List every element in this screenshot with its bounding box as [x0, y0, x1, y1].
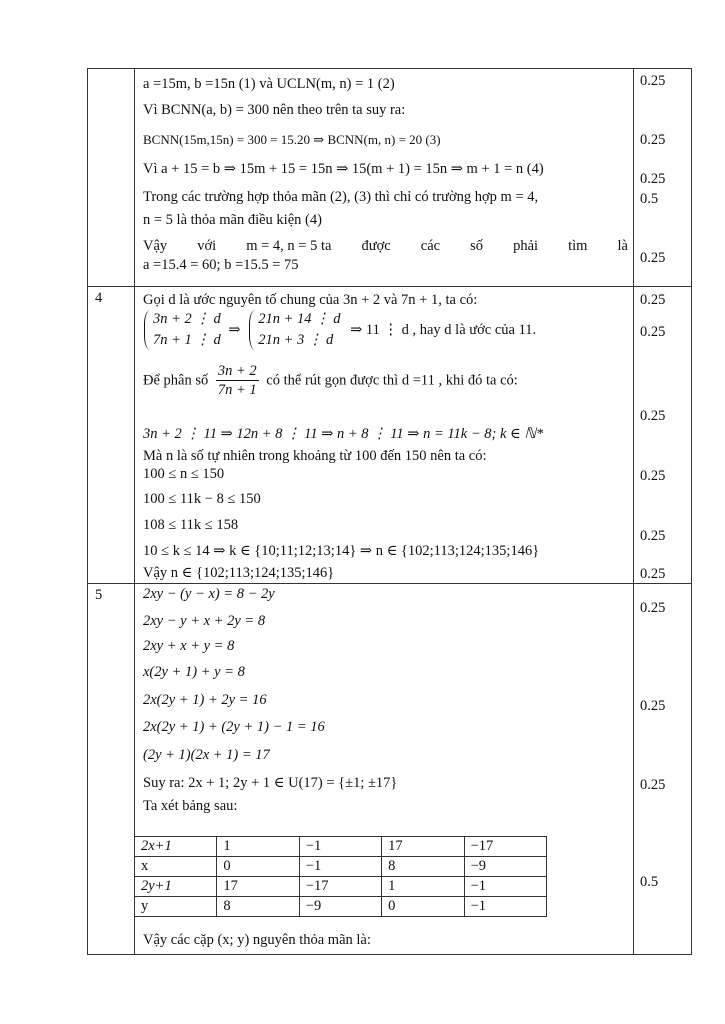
question-number: 4 — [88, 287, 135, 584]
solution-line: Vậy các cặp (x; y) nguyên thỏa mãn là: — [143, 932, 371, 948]
solution-line: Vì BCNN(a, b) = 300 nên theo trên ta suy ra: — [143, 102, 406, 118]
word: phải — [513, 238, 539, 254]
solution-line: 10 ≤ k ≤ 14 ⇒ k ∈ {10;11;12;13;14} ⇒ n ∈ {102;113;124;135;146} — [143, 543, 540, 559]
score: 0.25 — [640, 73, 666, 89]
system-line: 3n + 2 ⋮ d 7n + 1 ⋮ d ⇒ 21n + 14 ⋮ d 21n + 3 ⋮ d ⇒ 11 ⋮ d , hay d là ước của 11. — [143, 309, 536, 351]
table-row — [135, 837, 547, 857]
solution-line: 2x(2y + 1) + (2y + 1) − 1 = 16 — [143, 719, 325, 735]
solution-line: 2xy + x + y = 8 — [143, 638, 235, 654]
score: 0.25 — [640, 171, 666, 187]
word: là — [617, 238, 628, 254]
solution-line: 100 ≤ 11k − 8 ≤ 150 — [143, 491, 261, 507]
solution-line: n = 5 là thỏa mãn điều kiện (4) — [143, 212, 322, 228]
word: tìm — [568, 238, 588, 254]
table-cell: −1 — [299, 837, 381, 857]
solution-line: (2y + 1)(2x + 1) = 17 — [143, 747, 270, 763]
table-cell: 0 — [382, 897, 464, 917]
score: 0.25 — [640, 528, 666, 544]
solution-line: Vì a + 15 = b ⇒ 15m + 15 = 15n ⇒ 15(m + 1) = 15n ⇒ m + 1 = n (4) — [143, 161, 544, 177]
fraction-line: Để phân số $\frac{3n + 2}{7n + 1}$ có thể rút gọn được thì d =11 , khi đó ta có: — [143, 363, 518, 398]
table-cell: 2x+1 — [135, 837, 217, 857]
solution-line: Suy ra: 2x + 1; 2y + 1 ∈ U(17) = {±1; ±17} — [143, 775, 398, 791]
score-cell — [634, 287, 692, 584]
question-number — [88, 69, 135, 287]
score: 0.25 — [640, 600, 666, 616]
question-number: 5 — [88, 584, 135, 955]
table-row — [135, 857, 547, 877]
score: 0.25 — [640, 292, 666, 308]
score: 0.5 — [640, 874, 659, 890]
table-cell: 1 — [382, 877, 464, 897]
solution-line: Mà n là số tự nhiên trong khoảng từ 100 đến 150 nên ta có: — [143, 448, 487, 464]
table-cell: x — [135, 857, 217, 877]
solution-line: 100 ≤ n ≤ 150 — [143, 466, 225, 482]
table-cell: 17 — [217, 877, 299, 897]
solution-cell — [135, 287, 634, 584]
table-row — [88, 287, 692, 584]
table-row — [135, 897, 547, 917]
solution-line: Vậy n ∈ {102;113;124;135;146} — [143, 565, 335, 581]
word: m = 4, n = 5 ta — [246, 238, 332, 254]
system-left: 3n + 2 ⋮ d 7n + 1 ⋮ d — [143, 309, 221, 351]
score: 0.25 — [640, 777, 666, 793]
table-cell: −1 — [464, 897, 546, 917]
word: số — [470, 238, 484, 254]
solution-line: 2x(2y + 1) + 2y = 16 — [143, 692, 267, 708]
system-right: 21n + 14 ⋮ d 21n + 3 ⋮ d — [248, 309, 340, 351]
table-cell: 8 — [217, 897, 299, 917]
score: 0.25 — [640, 468, 666, 484]
table-cell: −17 — [299, 877, 381, 897]
table-cell: 8 — [382, 857, 464, 877]
table-cell: −9 — [299, 897, 381, 917]
solution-line: 108 ≤ 11k ≤ 158 — [143, 517, 239, 533]
table-row — [135, 877, 547, 897]
solution-cell — [135, 69, 634, 287]
solution-line: Trong các trường hợp thỏa mãn (2), (3) thì chỉ có trường hợp m = 4, — [143, 189, 539, 205]
table-cell: −1 — [464, 877, 546, 897]
value-table — [134, 836, 547, 917]
grading-table — [87, 68, 692, 955]
score: 0.25 — [640, 250, 666, 266]
justified-line — [143, 237, 628, 255]
table-cell: 0 — [217, 857, 299, 877]
score-cell — [634, 584, 692, 955]
solution-line: a =15m, b =15n (1) và UCLN(m, n) = 1 (2) — [143, 76, 395, 92]
solution-line: Ta xét bảng sau: — [143, 798, 238, 814]
table-cell: −9 — [464, 857, 546, 877]
table-cell: −17 — [464, 837, 546, 857]
word: các — [420, 238, 441, 254]
solution-line: a =15.4 = 60; b =15.5 = 75 — [143, 257, 299, 273]
solution-line: 2xy − y + x + 2y = 8 — [143, 613, 266, 629]
score: 0.25 — [640, 408, 666, 424]
table-cell: 1 — [217, 837, 299, 857]
solution-line: 2xy − (y − x) = 8 − 2y — [143, 586, 275, 602]
solution-line: x(2y + 1) + y = 8 — [143, 664, 245, 680]
solution-line: Gọi d là ước nguyên tố chung của 3n + 2 và 7n + 1, ta có: — [143, 292, 478, 308]
fraction: $\frac{3n + 2}{7n + 1}$ — [217, 363, 257, 398]
table-cell: −1 — [299, 857, 381, 877]
word: Vậy — [143, 238, 168, 254]
table-cell: y — [135, 897, 217, 917]
solution-line: BCNN(15m,15n) = 300 = 15.20 ⇒ BCNN(m, n) = 20 (3) — [143, 132, 441, 147]
score: 0.25 — [640, 566, 666, 582]
word: với — [197, 238, 217, 254]
score: 0.25 — [640, 698, 666, 714]
solution-line: 3n + 2 ⋮ 11 ⇒ 12n + 8 ⋮ 11 ⇒ n + 8 ⋮ 11 ⇒ n = 11k − 8; k ∈ ℕ* — [143, 426, 544, 442]
table-row — [88, 69, 692, 287]
score: 0.5 — [640, 191, 659, 207]
score: 0.25 — [640, 324, 666, 340]
score-cell — [634, 69, 692, 287]
table-cell: 2y+1 — [135, 877, 217, 897]
word: được — [361, 238, 391, 254]
score: 0.25 — [640, 132, 666, 148]
table-cell: 17 — [382, 837, 464, 857]
